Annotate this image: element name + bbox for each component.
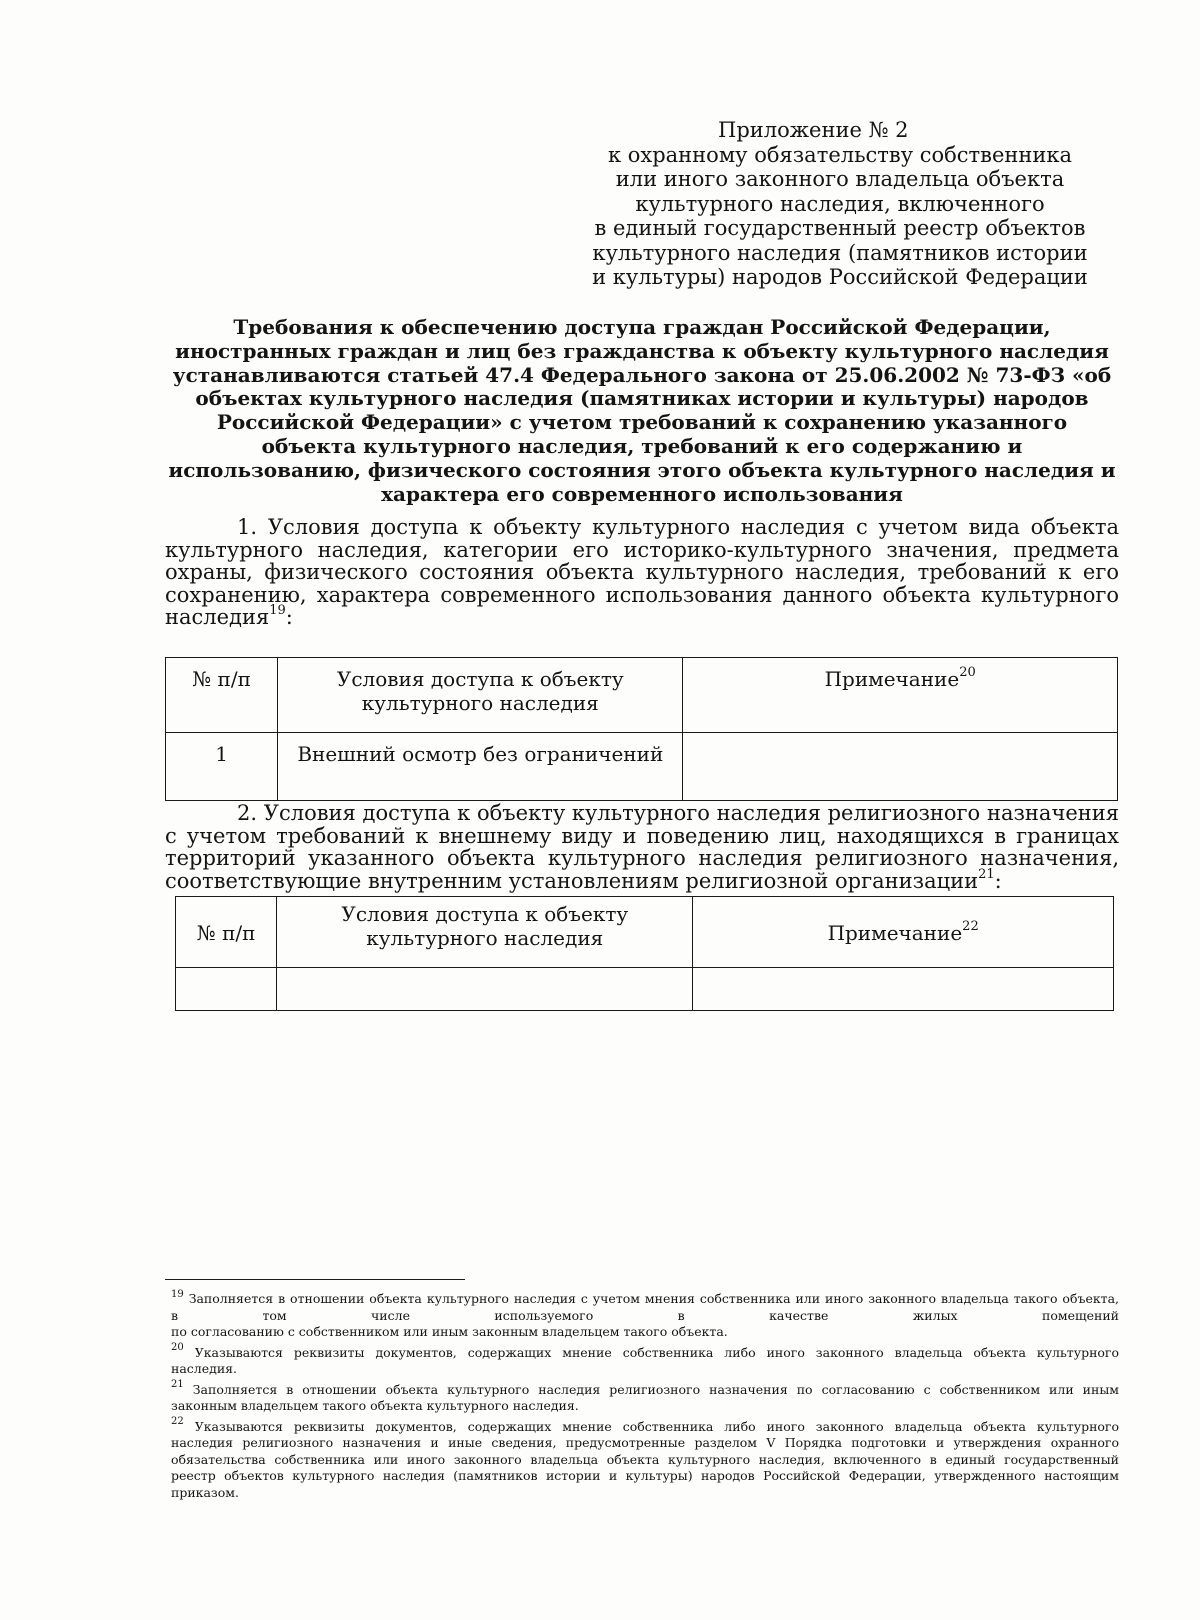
- header-conditions-text: Условия доступа к объекту культурного наследия: [341, 902, 629, 950]
- religious-access-table: [175, 896, 1114, 1011]
- table-header-row: [176, 897, 1114, 968]
- annex-line: или иного законного владельца объекта: [615, 167, 1065, 191]
- table-row: [166, 733, 1118, 801]
- footnote-number: 21: [171, 1379, 184, 1391]
- title-line: объектах культурного наследия (памятниках истории и культуры) народов: [195, 386, 1089, 411]
- header-note-text: Примечание: [824, 667, 960, 691]
- paragraph-line: сохранению, характера современного использования данного объекта культурного: [165, 582, 1119, 607]
- footnote-text: Заполняется в отношении объекта культурного наследия религиозного назначения по согласованию с собственником или иным: [192, 1381, 1119, 1397]
- footnote-line: [171, 1342, 1120, 1362]
- annex-line: в единый государственный реестр объектов: [594, 216, 1086, 240]
- header-conditions-text: Условия доступа к объекту культурного наследия: [336, 667, 624, 715]
- paragraph-line: 1. Условия доступа к объекту культурного наследия с учетом вида объекта: [237, 515, 1119, 539]
- paragraph-suffix: :: [285, 605, 293, 629]
- footnote-line: [171, 1379, 1119, 1399]
- paragraph-suffix: :: [994, 868, 1002, 893]
- cell-number: [176, 968, 277, 1011]
- paragraph-line: [165, 603, 1119, 629]
- footnote-line: приказом.: [171, 1484, 239, 1500]
- annex-line: к охранному обязательству собственника: [607, 142, 1073, 167]
- paragraph-text: наследия: [165, 605, 270, 629]
- footnote-text: Указываются реквизиты документов, содержащих мнение собственника либо иного законного владельца объекта культурного: [194, 1418, 1120, 1434]
- table-header-row: [166, 658, 1118, 733]
- cell-note: [693, 968, 1114, 1011]
- footnote-19: [171, 1288, 1119, 1341]
- footnote-number: 19: [171, 1288, 184, 1300]
- annex-line: культурного наследия (памятников истории: [592, 240, 1088, 265]
- footnote-ref: 22: [962, 919, 979, 935]
- table-row: [176, 968, 1114, 1011]
- footnote-line: [171, 1288, 1119, 1308]
- paragraph-text: соответствующие внутренним установлениям религиозной организации: [165, 868, 979, 893]
- paragraph-line: территорий указанного объекта культурного наследия религиозного назначения,: [165, 846, 1119, 870]
- footnote-text: Заполняется в отношении объекта культурного наследия с учетом мнения собственника или иного законного владельца такого объекта,: [188, 1291, 1119, 1306]
- footnotes: [171, 1288, 1120, 1505]
- header-note-text: Примечание: [827, 921, 963, 945]
- footnote-separator: [165, 1279, 465, 1280]
- footnote-line: [171, 1416, 1120, 1436]
- header-note: [693, 897, 1114, 968]
- title-line: объекта культурного наследия, требований к его содержанию и: [261, 433, 1023, 458]
- section-1-paragraph: [165, 516, 1119, 629]
- cell-conditions: Внешний осмотр без ограничений: [278, 733, 683, 801]
- header-conditions: [278, 658, 683, 733]
- requirements-title: [163, 316, 1121, 506]
- footnote-ref: 20: [959, 665, 976, 681]
- paragraph-line: 2. Условия доступа к объекту культурного наследия религиозного назначения: [237, 801, 1119, 825]
- footnote-20: [171, 1342, 1120, 1378]
- annex-header: [580, 118, 1100, 290]
- access-conditions-table: [165, 657, 1118, 801]
- paragraph-line: [165, 866, 1119, 893]
- annex-line: и культуры) народов Российской Федерации: [592, 265, 1088, 289]
- title-line: использованию, физического состояния этого объекта культурного наследия и: [168, 457, 1116, 482]
- title-line: устанавливаются статьей 47.4 Федерального закона от 25.06.2002 № 73-ФЗ «об: [172, 362, 1112, 387]
- paragraph-line: с учетом требований к внешнему виду и поведению лиц, находящихся в границах: [165, 823, 1119, 848]
- footnote-number: 22: [171, 1416, 184, 1428]
- footnote-text: Указываются реквизиты документов, содержащих мнение собственника либо иного законного владельца объекта культурного: [194, 1344, 1120, 1360]
- footnote-number: 20: [171, 1342, 184, 1354]
- footnote-line: обязательства собственника или иного законного владельца объекта культурного наследия, включенного в единый государственный: [171, 1451, 1119, 1467]
- title-line: иностранных граждан и лиц без гражданства к объекту культурного наследия: [175, 338, 1109, 363]
- footnote-21: [171, 1379, 1119, 1415]
- footnote-line: в том числе используемого в качестве жилых помещений: [171, 1307, 1119, 1323]
- footnote-line: наследия религиозного назначения и иные сведения, предусмотренные разделом V Порядка подготовки и утверждения охранного: [171, 1435, 1119, 1450]
- header-number: № п/п: [166, 658, 278, 733]
- footnote-ref: 21: [978, 866, 995, 882]
- cell-number: 1: [166, 733, 278, 801]
- footnote-line: по согласованию с собственником или иным законным владельцем такого объекта.: [171, 1324, 728, 1339]
- footnote-ref: 19: [269, 603, 286, 618]
- footnote-line: реестр объектов культурного наследия (памятников истории и культуры) народов Российской Федерации, утвержденного настоящим: [171, 1468, 1119, 1483]
- title-line: Российской Федерации» с учетом требований к сохранению указанного: [216, 410, 1068, 435]
- cell-note: [683, 733, 1118, 801]
- paragraph-line: культурного наследия, категории его историко-культурного значения, предмета: [165, 537, 1119, 562]
- footnote-line: законным владельцем такого объекта культурного наследия.: [171, 1398, 579, 1413]
- title-line: Требования к обеспечению доступа граждан Российской Федерации,: [233, 315, 1051, 339]
- header-number: № п/п: [176, 897, 277, 968]
- footnote-line: наследия.: [171, 1361, 238, 1376]
- cell-conditions: [277, 968, 693, 1011]
- header-note: [683, 658, 1118, 733]
- section-2-paragraph: [165, 802, 1119, 892]
- header-conditions: [277, 897, 693, 968]
- annex-line: Приложение № 2: [718, 118, 909, 142]
- title-line: характера его современного использования: [381, 481, 903, 506]
- annex-line: культурного наследия, включенного: [635, 191, 1045, 216]
- footnote-22: [171, 1416, 1120, 1502]
- paragraph-line: охраны, физического состояния объекта культурного наследия, требований к его: [165, 560, 1119, 584]
